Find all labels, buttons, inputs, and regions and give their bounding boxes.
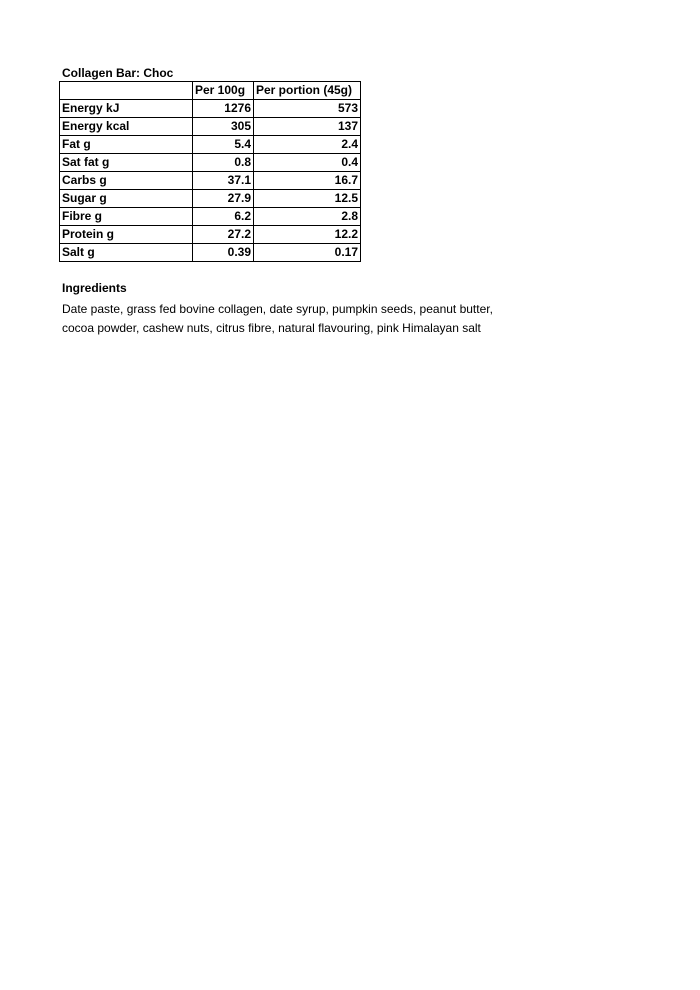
ingredients-line: Date paste, grass fed bovine collagen, date syrup, pumpkin seeds, peanut butter,	[62, 302, 493, 316]
table-row	[60, 190, 361, 208]
row-label: Sugar g	[60, 190, 193, 208]
ingredients-text	[62, 300, 662, 338]
cell-per-100g: 5.4	[193, 136, 254, 154]
table-row	[60, 172, 361, 190]
cell-per-100g: 27.2	[193, 226, 254, 244]
row-label: Protein g	[60, 226, 193, 244]
cell-per-100g: 6.2	[193, 208, 254, 226]
cell-per-100g: 27.9	[193, 190, 254, 208]
cell-per-100g: 305	[193, 118, 254, 136]
row-label: Salt g	[60, 244, 193, 262]
cell-per-portion: 2.8	[254, 208, 361, 226]
cell-per-100g: 37.1	[193, 172, 254, 190]
ingredients-line: cocoa powder, cashew nuts, citrus fibre, natural flavouring, pink Himalayan salt	[62, 321, 481, 335]
nutrition-table-body	[60, 82, 361, 262]
header-cell-label	[60, 82, 193, 100]
row-label: Carbs g	[60, 172, 193, 190]
cell-per-100g: 0.39	[193, 244, 254, 262]
table-row	[60, 244, 361, 262]
table-row	[60, 100, 361, 118]
table-row	[60, 118, 361, 136]
cell-per-portion: 2.4	[254, 136, 361, 154]
row-label: Energy kcal	[60, 118, 193, 136]
nutrition-table	[59, 81, 361, 262]
cell-per-100g: 1276	[193, 100, 254, 118]
document-title: Collagen Bar: Choc	[62, 66, 174, 80]
table-row	[60, 208, 361, 226]
cell-per-portion: 0.17	[254, 244, 361, 262]
row-label: Fat g	[60, 136, 193, 154]
row-label: Energy kJ	[60, 100, 193, 118]
table-row	[60, 136, 361, 154]
header-cell-per-100g: Per 100g	[193, 82, 254, 100]
table-header-row	[60, 82, 361, 100]
cell-per-portion: 0.4	[254, 154, 361, 172]
cell-per-portion: 12.5	[254, 190, 361, 208]
row-label: Sat fat g	[60, 154, 193, 172]
cell-per-100g: 0.8	[193, 154, 254, 172]
cell-per-portion: 137	[254, 118, 361, 136]
row-label: Fibre g	[60, 208, 193, 226]
cell-per-portion: 16.7	[254, 172, 361, 190]
cell-per-portion: 573	[254, 100, 361, 118]
cell-per-portion: 12.2	[254, 226, 361, 244]
header-cell-per-portion: Per portion (45g)	[254, 82, 361, 100]
table-row	[60, 226, 361, 244]
table-row	[60, 154, 361, 172]
ingredients-heading: Ingredients	[62, 281, 127, 295]
